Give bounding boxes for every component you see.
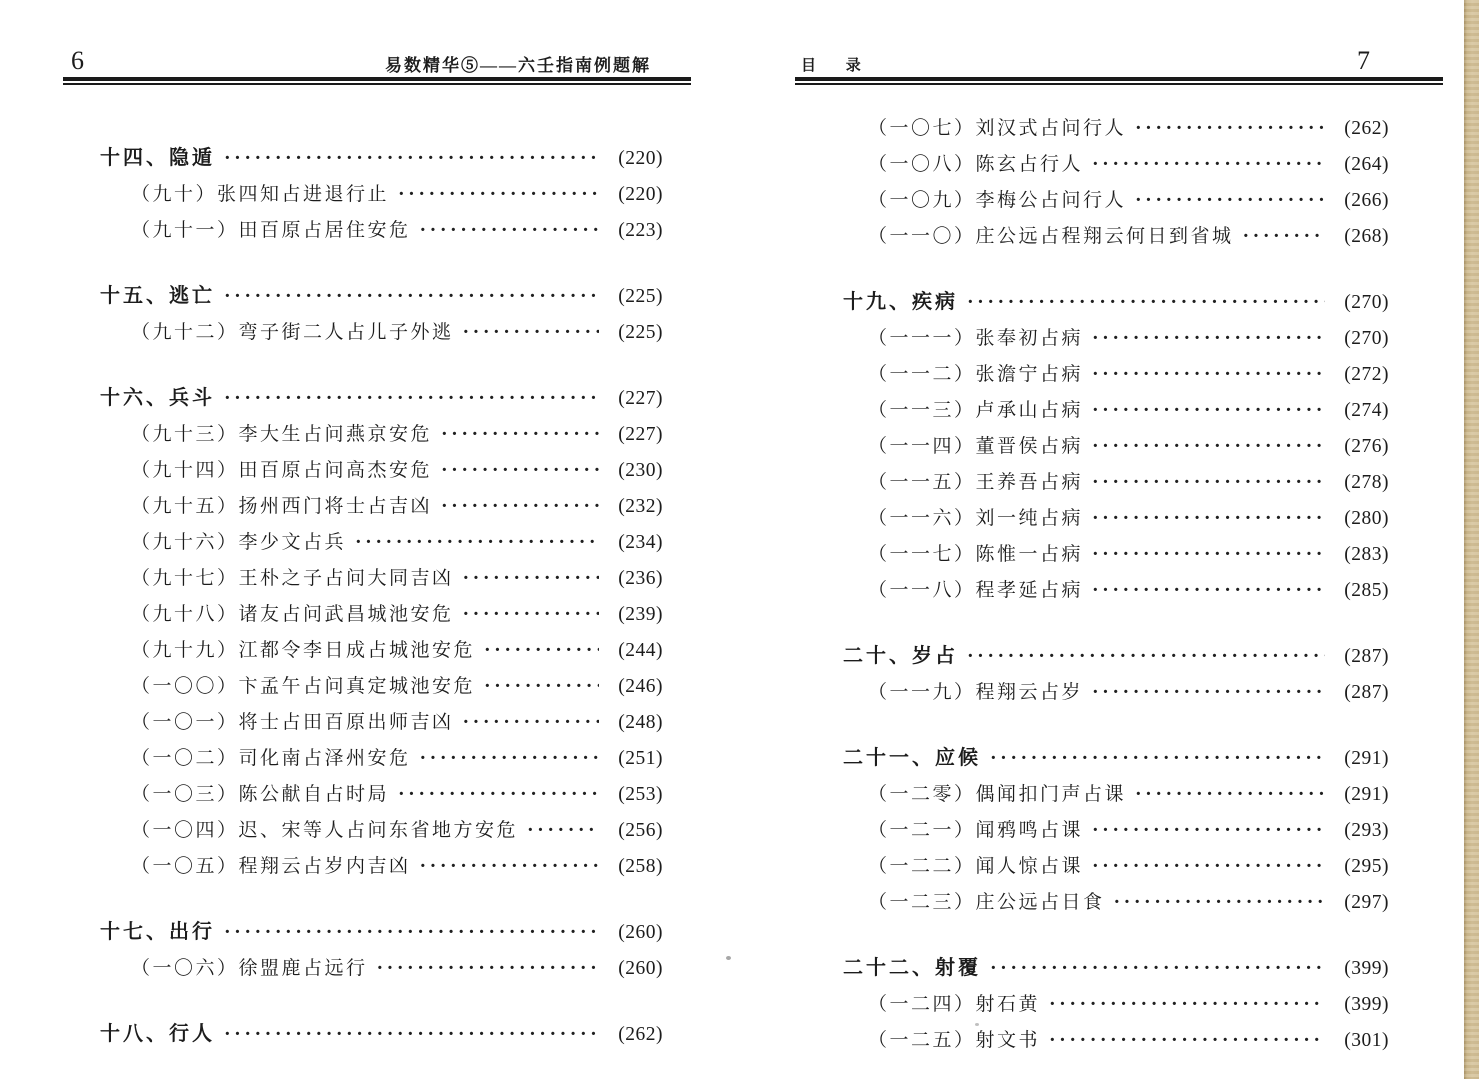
toc-entry-page: (262) (618, 1024, 663, 1045)
toc-entry-label: （一二二）闻人惊占课 (868, 856, 1084, 877)
toc-entry (63, 633, 691, 669)
toc-entry (795, 465, 1443, 501)
left-toc-list (63, 85, 691, 1053)
toc-entry-label: （九十五）扬州西门将士占吉凶 (131, 496, 433, 517)
toc-entry (63, 213, 691, 249)
toc-entry-page: (283) (1344, 544, 1389, 565)
toc-entry-page: (266) (1344, 190, 1389, 211)
toc-entry (795, 777, 1443, 813)
dot-leader (1092, 321, 1325, 357)
toc-entry (63, 279, 691, 315)
toc-entry-page: (280) (1344, 508, 1389, 529)
toc-entry-label: （一一六）刘一纯占病 (868, 508, 1084, 529)
toc-entry (63, 849, 691, 885)
scan-speck (975, 1023, 979, 1026)
toc-entry-page: (270) (1344, 328, 1389, 349)
toc-entry (63, 381, 691, 417)
dot-leader (990, 951, 1325, 987)
toc-entry-page: (268) (1344, 226, 1389, 247)
dot-leader (1092, 573, 1325, 609)
scan-speck (726, 956, 731, 960)
dot-leader (441, 453, 599, 489)
toc-entry-page: (253) (618, 784, 663, 805)
toc-entry-page: (274) (1344, 400, 1389, 421)
toc-entry (63, 951, 691, 987)
toc-entry-page: (272) (1344, 364, 1389, 385)
toc-entry-label: （一一七）陈惟一占病 (868, 544, 1084, 565)
dot-leader (1092, 537, 1325, 573)
toc-entry-label: （一一一）张奉初占病 (868, 328, 1084, 349)
toc-entry-label: （一二一）闻鸦鸣占课 (868, 820, 1084, 841)
dot-leader (224, 915, 599, 951)
toc-entry (63, 561, 691, 597)
toc-entry-page: (291) (1344, 784, 1389, 805)
dot-leader (1092, 429, 1325, 465)
dot-leader (1114, 885, 1325, 921)
left-header-rule (63, 77, 691, 85)
dot-leader (224, 381, 599, 417)
toc-entry (795, 219, 1443, 255)
toc-entry-label: （一一三）卢承山占病 (868, 400, 1084, 421)
toc-entry-page: (287) (1344, 682, 1389, 703)
left-folio-number: 6 (71, 46, 85, 75)
toc-entry-page: (225) (618, 322, 663, 343)
dot-leader (1092, 147, 1325, 183)
toc-entry-page: (276) (1344, 436, 1389, 457)
toc-entry-label: 十八、行人 (100, 1023, 215, 1045)
dot-leader (463, 705, 599, 741)
toc-entry (795, 501, 1443, 537)
toc-entry-label: （九十三）李大生占问燕京安危 (131, 424, 433, 445)
toc-entry-label: （一〇九）李梅公占问行人 (868, 190, 1127, 211)
toc-entry-page: (285) (1344, 580, 1389, 601)
toc-entry-label: （一〇五）程翔云占岁内吉凶 (131, 856, 411, 877)
toc-entry (63, 669, 691, 705)
dot-leader (441, 417, 599, 453)
dot-leader (1049, 1023, 1325, 1059)
toc-entry-page: (248) (618, 712, 663, 733)
dot-leader (967, 285, 1325, 321)
toc-entry-label: （一〇七）刘汉式占问行人 (868, 118, 1127, 139)
toc-entry-page: (293) (1344, 820, 1389, 841)
dot-leader (484, 669, 599, 705)
dot-leader (1092, 465, 1325, 501)
dot-leader (441, 489, 599, 525)
toc-entry-label: 十五、逃亡 (100, 285, 215, 307)
toc-entry (63, 741, 691, 777)
toc-entry-label: （一二三）庄公远占日食 (868, 892, 1105, 913)
toc-entry-label: （一一八）程孝延占病 (868, 580, 1084, 601)
toc-entry-page: (258) (618, 856, 663, 877)
toc-entry-page: (230) (618, 460, 663, 481)
dot-leader (463, 597, 599, 633)
toc-entry-label: 二十、岁占 (843, 645, 958, 667)
toc-entry-page: (399) (1344, 994, 1389, 1015)
toc-entry (795, 741, 1443, 777)
toc-entry (795, 285, 1443, 321)
toc-entry-label: 十四、隐遁 (100, 147, 215, 169)
toc-entry (63, 453, 691, 489)
toc-entry-label: （九十二）弯子街二人占儿子外逃 (131, 322, 454, 343)
dot-leader (377, 951, 599, 987)
left-page-header (63, 0, 691, 77)
toc-entry-page: (227) (618, 424, 663, 445)
toc-entry-label: （一一〇）庄公远占程翔云何日到省城 (868, 226, 1234, 247)
toc-entry-page: (278) (1344, 472, 1389, 493)
toc-entry-label: （九十一）田百原占居住安危 (131, 220, 411, 241)
toc-entry (795, 183, 1443, 219)
toc-entry-label: （一二五）射文书 (868, 1030, 1041, 1051)
dot-leader (463, 315, 599, 351)
dot-leader (1092, 675, 1325, 711)
toc-entry (63, 141, 691, 177)
toc-entry-label: （一〇一）将士占田百原出师吉凶 (131, 712, 454, 733)
right-running-title: 目 录 (801, 58, 874, 74)
toc-entry (63, 177, 691, 213)
toc-entry-page: (291) (1344, 748, 1389, 769)
dot-leader (1092, 357, 1325, 393)
toc-entry-label: （一二四）射石黄 (868, 994, 1041, 1015)
toc-entry-label: （一〇二）司化南占泽州安危 (131, 748, 411, 769)
toc-entry-page: (295) (1344, 856, 1389, 877)
toc-entry-label: （一二零）偶闻扣门声占课 (868, 784, 1127, 805)
toc-entry (63, 813, 691, 849)
toc-entry-label: （一〇六）徐盟鹿占远行 (131, 958, 368, 979)
toc-entry-page: (244) (618, 640, 663, 661)
toc-entry-label: （一〇四）迟、宋等人占问东省地方安危 (131, 820, 519, 841)
dot-leader (420, 741, 599, 777)
toc-entry-page: (301) (1344, 1030, 1389, 1051)
dot-leader (420, 213, 599, 249)
right-toc-list (795, 85, 1443, 1059)
toc-entry-page: (220) (618, 184, 663, 205)
toc-entry-page: (234) (618, 532, 663, 553)
dot-leader (224, 1017, 599, 1053)
dot-leader (1049, 987, 1325, 1023)
right-header-rule (795, 77, 1443, 85)
toc-entry (795, 885, 1443, 921)
toc-entry (795, 1023, 1443, 1059)
toc-entry-page: (251) (618, 748, 663, 769)
dot-leader (398, 777, 599, 813)
toc-entry (63, 597, 691, 633)
dot-leader (967, 639, 1325, 675)
toc-entry-label: （一〇〇）卞孟午占问真定城池安危 (131, 676, 476, 697)
toc-entry (795, 111, 1443, 147)
toc-entry-page: (260) (618, 958, 663, 979)
toc-entry-page: (236) (618, 568, 663, 589)
dot-leader (398, 177, 599, 213)
toc-entry-label: （一一四）董晋侯占病 (868, 436, 1084, 457)
toc-entry-label: （一〇八）陈玄占行人 (868, 154, 1084, 175)
toc-entry-label: （九十七）王朴之子占问大同吉凶 (131, 568, 454, 589)
toc-entry-page: (262) (1344, 118, 1389, 139)
toc-entry (63, 777, 691, 813)
toc-entry-page: (223) (618, 220, 663, 241)
toc-entry-page: (287) (1344, 646, 1389, 667)
right-folio-number: 7 (1357, 46, 1371, 75)
toc-entry (63, 915, 691, 951)
toc-entry-label: 十九、疾病 (843, 291, 958, 313)
toc-entry (795, 147, 1443, 183)
dot-leader (1092, 813, 1325, 849)
dot-leader (1135, 777, 1325, 813)
dot-leader (1092, 501, 1325, 537)
toc-entry (795, 951, 1443, 987)
toc-entry-label: （一一九）程翔云占岁 (868, 682, 1084, 703)
left-running-title: 易数精华⑤——六壬指南例题解 (385, 56, 651, 75)
toc-entry-label: 十七、出行 (100, 921, 215, 943)
dot-leader (1092, 849, 1325, 885)
right-page-header (795, 0, 1443, 77)
toc-entry-page: (220) (618, 148, 663, 169)
toc-entry-label: 二十二、射覆 (843, 957, 981, 979)
toc-entry-label: （九十六）李少文占兵 (131, 532, 347, 553)
toc-entry-page: (227) (618, 388, 663, 409)
toc-entry-page: (270) (1344, 292, 1389, 313)
toc-entry (795, 429, 1443, 465)
toc-entry-page: (232) (618, 496, 663, 517)
dot-leader (1135, 111, 1325, 147)
dot-leader (463, 561, 599, 597)
dot-leader (527, 813, 599, 849)
left-page (63, 0, 691, 1079)
dot-leader (1243, 219, 1325, 255)
toc-entry-page: (264) (1344, 154, 1389, 175)
toc-entry (795, 393, 1443, 429)
toc-entry-label: （九十）张四知占进退行止 (131, 184, 390, 205)
dot-leader (990, 741, 1325, 777)
dot-leader (420, 849, 599, 885)
toc-entry (795, 537, 1443, 573)
toc-entry (63, 1017, 691, 1053)
toc-entry (795, 573, 1443, 609)
dot-leader (355, 525, 599, 561)
dot-leader (224, 279, 599, 315)
toc-entry-page: (260) (618, 922, 663, 943)
toc-entry (63, 417, 691, 453)
toc-entry-label: （一一二）张澹宁占病 (868, 364, 1084, 385)
dot-leader (224, 141, 599, 177)
toc-entry-label: （九十四）田百原占问高杰安危 (131, 460, 433, 481)
right-page (795, 0, 1443, 1079)
toc-entry-page: (239) (618, 604, 663, 625)
toc-entry (795, 321, 1443, 357)
toc-entry (795, 675, 1443, 711)
toc-entry (63, 705, 691, 741)
dot-leader (1135, 183, 1325, 219)
toc-entry-page: (297) (1344, 892, 1389, 913)
dot-leader (484, 633, 599, 669)
toc-entry-label: （九十八）诸友占问武昌城池安危 (131, 604, 454, 625)
toc-entry (63, 315, 691, 351)
toc-entry (63, 489, 691, 525)
toc-entry-page: (256) (618, 820, 663, 841)
dot-leader (1092, 393, 1325, 429)
toc-entry-label: 十六、兵斗 (100, 387, 215, 409)
toc-entry-label: 二十一、应候 (843, 747, 981, 769)
toc-entry-page: (246) (618, 676, 663, 697)
book-edge-strip (1464, 0, 1479, 1079)
toc-entry-label: （一一五）王养吾占病 (868, 472, 1084, 493)
toc-entry (795, 813, 1443, 849)
toc-entry (795, 357, 1443, 393)
toc-entry (795, 639, 1443, 675)
toc-entry-label: （一〇三）陈公献自占时局 (131, 784, 390, 805)
toc-entry-page: (225) (618, 286, 663, 307)
toc-entry (795, 849, 1443, 885)
toc-entry-page: (399) (1344, 958, 1389, 979)
toc-entry-label: （九十九）江都令李日成占城池安危 (131, 640, 476, 661)
toc-entry (795, 987, 1443, 1023)
toc-entry (63, 525, 691, 561)
